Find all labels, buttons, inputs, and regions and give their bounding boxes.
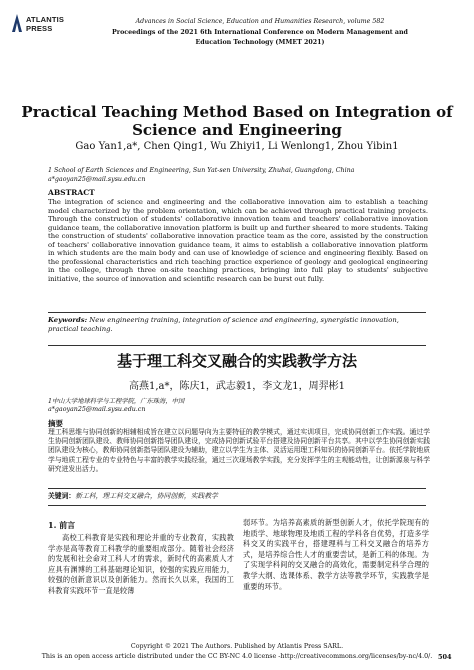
chinese-abstract-text: 理工科思维与协同创新的相辅相成旨在建立以问题导向为主要特征的教学模式，通过实训项目，完成协同创新工作实践。通过学生协同创新团队建设、教师协同创新指导团队建设，完成协同创新试验平台搭建及协同创新平台共享。其中以学生协同创新实践团队建设为核心，教师协同创新指导团队建设为辅助，建立以学生为主体、灵活运用理工科知识的协同创新平台。依托学院地质学与地质工程专业的专业特色与丰富的教学实践经验，通过三次现场教学实践，充分发挥学生的主观能动性，让创新源泉与科学研究迸发出活力。 bbox=[48, 428, 430, 473]
chinese-email: a*gaoyan25@mail.sysu.edu.cn bbox=[48, 406, 146, 413]
keywords-label: Keywords: bbox=[48, 316, 88, 324]
abstract-heading: ABSTRACT bbox=[48, 188, 95, 197]
paper-title-line1: Practical Teaching Method Based on Integration of bbox=[21, 103, 453, 121]
abstract-text: The integration of science and engineering and the collaborative innovation aim to establish a teaching model characterized by the problem orientation, which can be achieved through practical training projects. Through the construction of students' collaborative innovation team and teachers' collaborative innovation guidance team, the collaborative innovation platform is built up and further sheared to more students. Taking the construction of students' collaborative innovation practice team as the core, assisted by the construction of teachers' collaborative innovation guidance team, it aims to establish a collaborative innovation platform in which students are the main body and can use of knowledge of science and engineering flexibly. Based on the professional characteristics and rich teaching practice experience of geology and geological engineering in the college, through three on-site teaching practices, bringing into full play to students' subjective initiative, the source of innovation and scientific research can be burst out fully. bbox=[48, 198, 428, 283]
keywords-text: New engineering training, integration of science and engineering, synergistic innovation, practical teaching. bbox=[48, 316, 399, 333]
chinese-keywords bbox=[48, 492, 430, 501]
page-number: 504 bbox=[438, 653, 452, 661]
conference-header-line2: Education Technology (MMET 2021) bbox=[195, 39, 325, 46]
chinese-abstract-heading: 摘要 bbox=[48, 419, 63, 428]
author-list: Gao Yan1,a*, Chen Qing1, Wu Zhiyi1, Li Wenlong1, Zhou Yibin1 bbox=[75, 141, 399, 152]
atlantis-logo-icon bbox=[12, 14, 22, 32]
copyright-line: Copyright © 2021 The Authors. Published by Atlantis Press SARL. bbox=[130, 643, 344, 650]
divider bbox=[48, 488, 426, 489]
chinese-affiliation: 1中山大学地球科学与工程学院，广东珠海，中国 bbox=[48, 398, 185, 405]
divider bbox=[48, 505, 426, 506]
logo-text-line2: PRESS bbox=[26, 24, 53, 33]
section-heading: 1. 前言 bbox=[48, 520, 76, 530]
paper-title-line2: Science and Engineering bbox=[132, 121, 342, 139]
conference-header-line1: Proceedings of the 2021 6th International Conference on Modern Management and bbox=[112, 29, 408, 36]
divider bbox=[48, 345, 426, 346]
affiliation: 1 School of Earth Sciences and Engineering, Sun Yat-sen University, Zhuhai, Guangdong, China bbox=[48, 167, 355, 174]
license-line: This is an open access article distributed under the CC BY-NC 4.0 license -http://creativecommons.org/licenses/by-nc/4.0/. bbox=[41, 653, 433, 660]
logo-text-line1: ATLANTIS bbox=[26, 15, 65, 24]
chinese-keywords-label: 关键词： bbox=[48, 492, 76, 500]
journal-header: Advances in Social Science, Education and Humanities Research, volume 582 bbox=[135, 18, 385, 25]
corresponding-email: a*gaoyan25@mail.sysu.edu.cn bbox=[48, 176, 146, 183]
body-column-left: 高校工科教育是实践和理论并重的专业教育，实践教学亦是高等教育工科教学的重要组成部分。随着社会经济的发展和社会命对工科人才的需求，新时代的高素质人才应具有渊博的工科基础理论知识，较强的实践应用能力，较强的创新意识以及创新能力。然而长久以来，我国的工科教育实践环节一直是较薄 bbox=[48, 533, 234, 595]
divider bbox=[48, 312, 426, 313]
chinese-keywords-text: 新工科，理工科交叉融合，协同创新，实践教学 bbox=[75, 492, 218, 500]
chinese-title: 基于理工科交叉融合的实践教学方法 bbox=[116, 352, 357, 370]
keywords bbox=[48, 316, 428, 333]
chinese-author-list: 高燕1,a*，陈庆1，武志毅1，李文龙1，周羿彬1 bbox=[129, 381, 345, 392]
body-column-right: 弱环节。为培养高素质的新型创新人才，依托学院现有的地质学、地球物理及地质工程的学科各自优势，打造多学科交叉的实践平台，搭建理科与工科交叉融合的培养方式，是培养综合性人才的重要尝试，是新工科的体现。为了实现学科间的交叉融合的高效化，需要制定科学合理的教学大纲、选课体系、教学方法等教学环节，实践教学是重要的环节。 bbox=[243, 518, 429, 591]
publisher-logo bbox=[12, 12, 72, 40]
